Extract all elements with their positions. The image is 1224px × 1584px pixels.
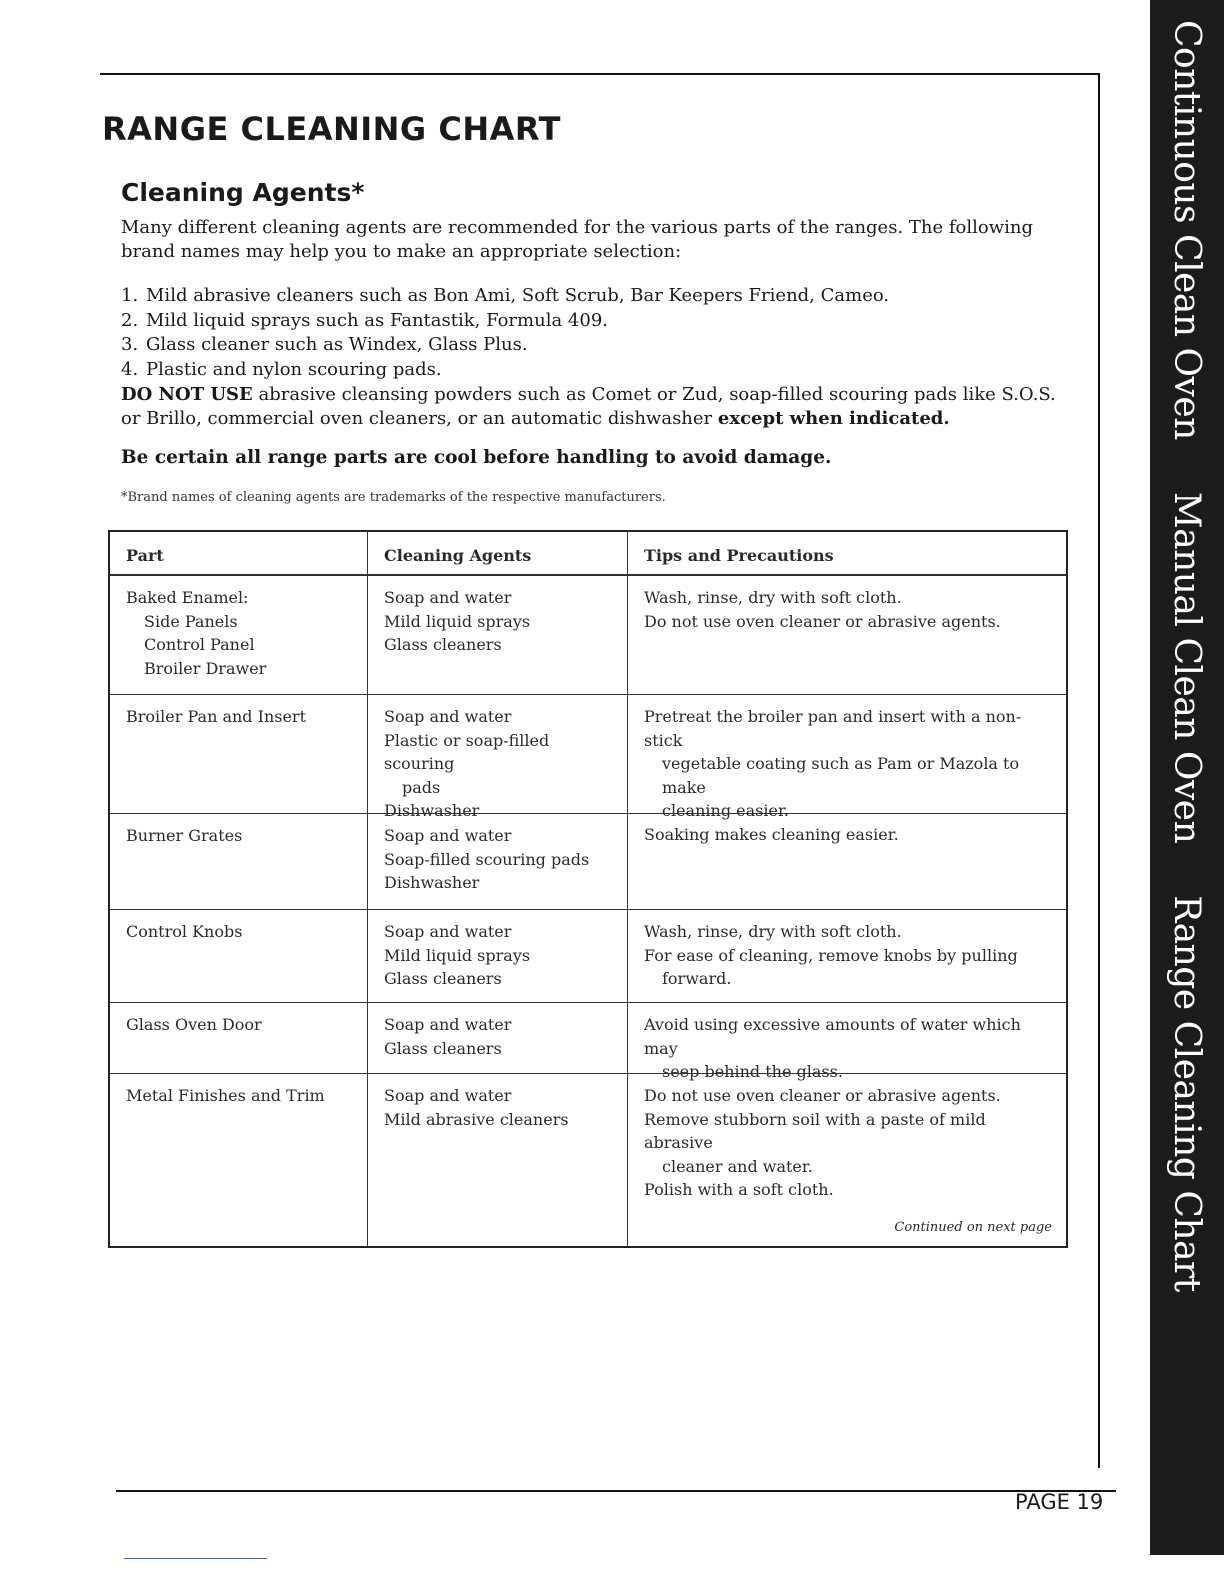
agents-cell: Soap and water Glass cleaners	[368, 1003, 628, 1073]
section-subtitle: Cleaning Agents*	[121, 178, 365, 207]
section-side-tab	[1150, 0, 1224, 1555]
header-tips: Tips and Precautions	[644, 546, 834, 565]
table-row	[110, 575, 1066, 694]
range-cleaning-table	[108, 530, 1068, 1248]
do-not-use-warning: DO NOT USE abrasive cleansing powders such as Comet or Zud, soap-filled scouring pads like S.O.S. or Brillo, commercial oven cleaners, or an automatic dishwasher except when indicated.	[121, 384, 1056, 429]
list-item: 2. Mild liquid sprays such as Fantastik, Formula 409.	[121, 309, 608, 331]
page-number: PAGE 19	[1015, 1490, 1104, 1514]
agents-cell: Soap and water Mild abrasive cleaners	[368, 1074, 628, 1246]
list-item: 3. Glass cleaner such as Windex, Glass Plus.	[121, 334, 528, 355]
cleaning-agent-list	[121, 284, 889, 382]
header-part: Part	[110, 532, 368, 574]
table-row	[110, 1002, 1066, 1081]
intro-paragraph: Many different cleaning agents are recommended for the various parts of the ranges. The following brand names may help you to make an appropriate selection:	[121, 217, 1033, 262]
part-cell: Control Knobs	[110, 910, 368, 1002]
top-rule	[100, 73, 1100, 75]
agents-cell: Soap and water Soap-filled scouring pads Dishwasher	[368, 814, 628, 909]
header-cleaning-agents: Cleaning Agents	[368, 532, 628, 574]
tips-cell: Wash, rinse, dry with soft cloth. Do not use oven cleaner or abrasive agents.	[644, 588, 1001, 631]
right-rule	[1098, 73, 1100, 1468]
side-tab-manual-clean[interactable]: Manual Clean Oven	[1166, 491, 1208, 844]
agents-cell: Soap and water Mild liquid sprays Glass cleaners	[368, 910, 628, 1002]
side-tab-range-cleaning-chart[interactable]: Range Cleaning Chart	[1166, 895, 1208, 1292]
part-cell: Burner Grates	[110, 814, 368, 909]
tips-cell	[628, 814, 1066, 909]
table-header-row	[110, 532, 1066, 575]
part-cell: Glass Oven Door	[110, 1003, 368, 1073]
table-row	[110, 813, 1066, 909]
tips-cell: Avoid using excessive amounts of water which may seep behind the glass.	[644, 1015, 1021, 1081]
bottom-rule	[116, 1490, 1116, 1492]
list-item: 4. Plastic and nylon scouring pads.	[121, 358, 442, 380]
agents-cell: Soap and water Plastic or soap-filled scouring pads Dishwasher	[368, 695, 628, 813]
part-cell: Broiler Pan and Insert	[110, 695, 368, 813]
cool-parts-caution: Be certain all range parts are cool before handling to avoid damage.	[121, 447, 832, 468]
list-item: 1. Mild abrasive cleaners such as Bon Ami, Soft Scrub, Bar Keepers Friend, Cameo.	[121, 285, 890, 306]
agents-cell: Soap and water Mild liquid sprays Glass cleaners	[368, 576, 628, 694]
table-row	[110, 1073, 1066, 1246]
part-cell: Baked Enamel: Side Panels Control Panel Broiler Drawer	[110, 576, 368, 694]
continued-note: Continued on next page	[894, 1219, 1052, 1235]
footer-accent-rule	[124, 1558, 267, 1559]
tips-cell: Do not use oven cleaner or abrasive agents. Remove stubborn soil with a paste of mild abrasive cleaner and water. Polish with a soft cloth. Continued on next page	[628, 1074, 1066, 1246]
trademark-footnote: *Brand names of cleaning agents are trademarks of the respective manufacturers.	[121, 490, 666, 505]
table-row	[110, 909, 1066, 1002]
side-tab-continuous-clean[interactable]: Continuous Clean Oven	[1166, 20, 1208, 440]
page-title: RANGE CLEANING CHART	[102, 110, 561, 148]
part-cell: Metal Finishes and Trim	[110, 1074, 368, 1246]
tips-cell: Wash, rinse, dry with soft cloth. For ease of cleaning, remove knobs by pulling forward.	[644, 922, 1018, 988]
tips-cell: Pretreat the broiler pan and insert with a non-stick vegetable coating such as Pam or Mazola to make cleaning easier. Soaking makes cleaning easier.	[644, 707, 1022, 844]
